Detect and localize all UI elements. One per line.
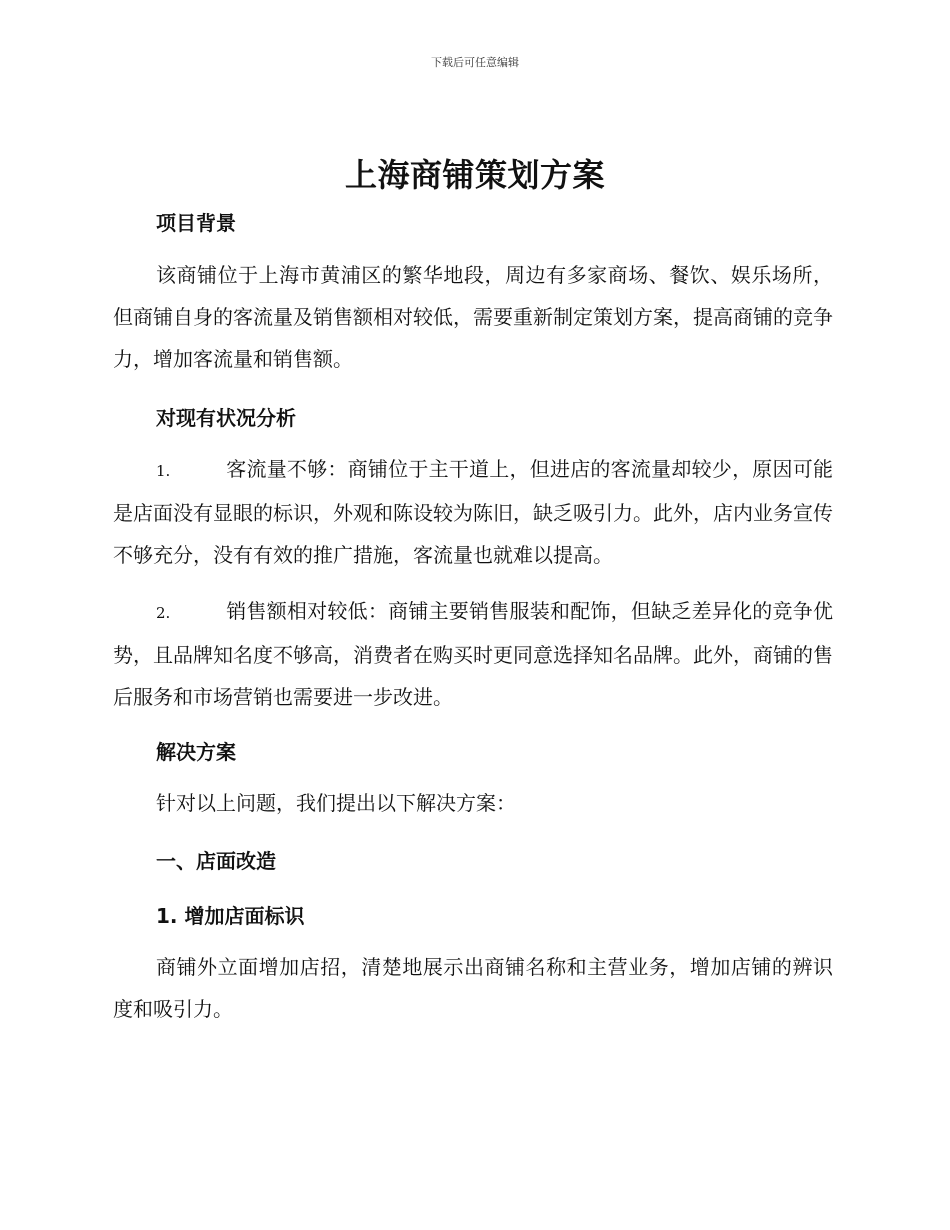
analysis-item-text: 客流量不够：商铺位于主干道上，但进店的客流量却较少，原因可能是店面没有显眼的标识，外观和陈设较为陈旧，缺乏吸引力。此外，店内业务宣传不够充分，没有有效的推广措施，客流量也就难以提高。 xyxy=(113,457,833,567)
solution-heading: 解决方案 xyxy=(156,740,236,764)
signage-paragraph: 商铺外立面增加店招，清楚地展示出商铺名称和主营业务，增加店铺的辨识度和吸引力。 xyxy=(113,955,833,1021)
analysis-item-text: 销售额相对较低：商铺主要销售服装和配饰，但缺乏差异化的竞争优势，且品牌知名度不够高，消费者在购买时更同意选择知名品牌。此外，商铺的售后服务和市场营销也需要进一步改进。 xyxy=(113,599,833,709)
analysis-item-1 xyxy=(113,448,833,576)
solution-intro: 针对以上问题，我们提出以下解决方案： xyxy=(156,791,516,815)
document-title: 上海商铺策划方案 xyxy=(344,156,605,194)
page-header-note: 下载后可任意编辑 xyxy=(431,56,519,69)
analysis-item-2 xyxy=(113,590,833,718)
analysis-item-number: 2. xyxy=(156,604,171,622)
analysis-heading: 对现有状况分析 xyxy=(156,406,296,430)
analysis-item-number: 1. xyxy=(156,462,171,480)
storefront-heading: 一、店面改造 xyxy=(156,849,276,873)
signage-heading: 1. 增加店面标识 xyxy=(156,904,305,928)
background-heading: 项目背景 xyxy=(156,211,236,235)
background-paragraph: 该商铺位于上海市黄浦区的繁华地段，周边有多家商场、餐饮、娱乐场所，但商铺自身的客流量及销售额相对较低，需要重新制定策划方案，提高商铺的竞争力，增加客流量和销售额。 xyxy=(113,263,833,371)
